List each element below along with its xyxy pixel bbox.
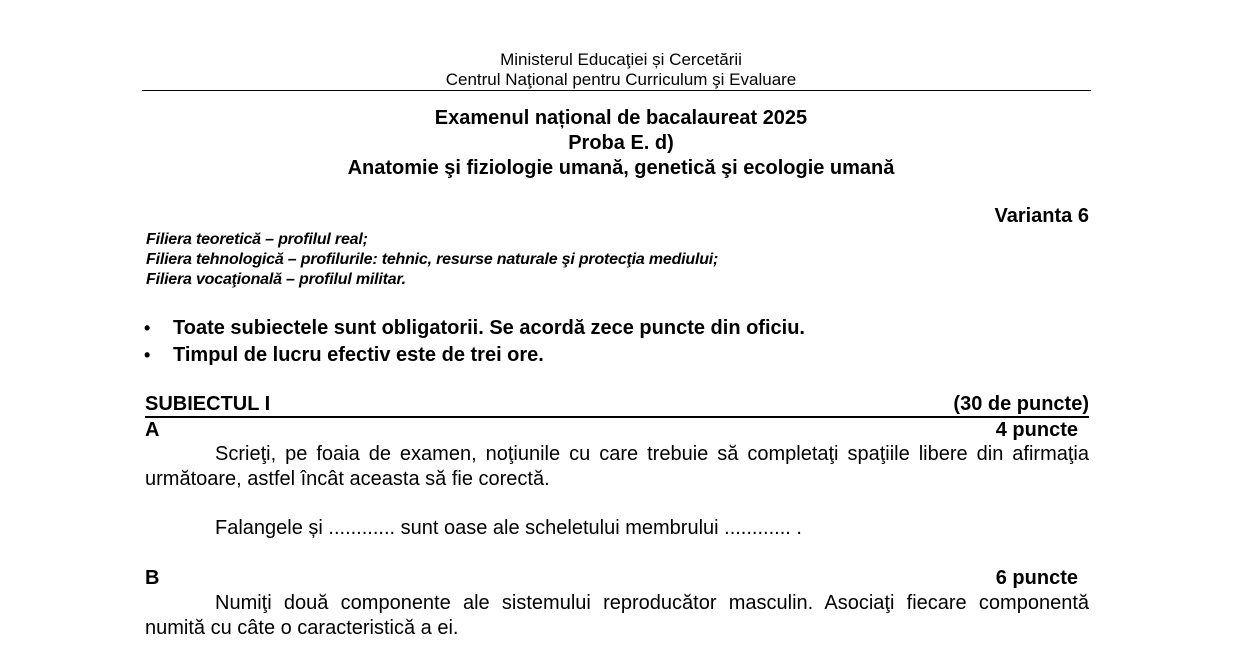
filiera-line: Filiera vocaţională – profilul militar. <box>146 271 406 288</box>
bullet-icon: • <box>144 318 151 338</box>
subject-heading <box>145 392 1089 418</box>
header-divider <box>142 90 1091 91</box>
filiera-line: Filiera teoretică – profilul real; <box>146 231 368 248</box>
section-a-letter: A <box>145 419 160 441</box>
section-b-text: Numiţi două componente ale sistemului reproducător masculin. Asociaţi fiecare componentă numită cu câte o caracteristică a ei. <box>145 592 1089 639</box>
exam-subject-title: Anatomie şi fiziologie umană, genetică şi ecologie umană <box>347 157 895 179</box>
exam-title: Examenul național de bacalaureat 2025 <box>434 107 808 129</box>
section-b-points: 6 puncte <box>995 567 1078 589</box>
filiera-line: Filiera tehnologică – profilurile: tehnic, resurse naturale şi protecţia mediului; <box>146 251 719 268</box>
section-b-heading <box>145 566 1089 590</box>
section-a-text: Scrieţi, pe foaia de examen, noţiunile cu care trebuie să completaţi spaţiile libere din afirmaţia următoare, astfel încât aceasta să fie corectă. <box>145 443 1089 490</box>
subject-title: SUBIECTUL I <box>145 393 271 415</box>
section-a-statement: Falangele și ............ sunt oase ale scheletului membrului ............ . <box>215 517 802 539</box>
instruction-item <box>144 315 805 341</box>
exam-subtitle: Proba E. d) <box>568 132 674 154</box>
subject-points: (30 de puncte) <box>953 393 1089 415</box>
ministry-header: Ministerul Educaţiei și Cercetării <box>500 50 742 69</box>
instruction-text: Timpul de lucru efectiv este de trei ore. <box>173 344 544 366</box>
bullet-icon: • <box>144 345 151 365</box>
variant-label: Varianta 6 <box>994 205 1089 227</box>
center-header: Centrul Naţional pentru Curriculum şi Evaluare <box>445 70 797 89</box>
section-a-heading <box>145 418 1089 442</box>
section-a-points: 4 puncte <box>995 419 1078 441</box>
section-b-letter: B <box>145 567 160 589</box>
instruction-item <box>144 342 544 368</box>
instruction-text: Toate subiectele sunt obligatorii. Se acordă zece puncte din oficiu. <box>173 317 805 339</box>
